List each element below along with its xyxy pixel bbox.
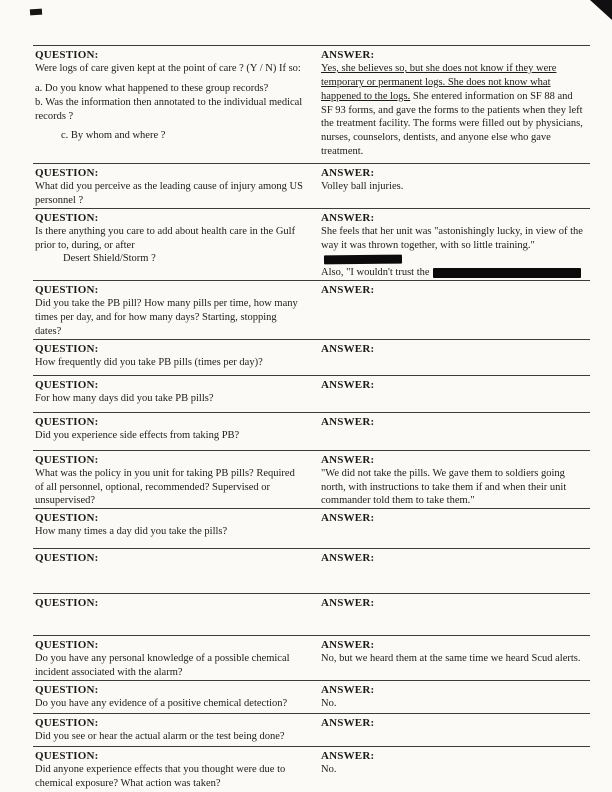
question-cell — [33, 749, 309, 792]
qa-row — [33, 280, 590, 339]
question-cell — [33, 511, 309, 548]
answer-label: ANSWER: — [321, 342, 375, 355]
scan-artifact-top-right-corner — [590, 0, 612, 20]
question-label: QUESTION: — [35, 684, 99, 697]
question-label: QUESTION: — [35, 378, 99, 391]
question-label: QUESTION: — [35, 750, 99, 763]
answer-text — [319, 62, 590, 159]
question-text: Did anyone experience effects that you thought were due to chemical exposure? What action was taken? — [35, 764, 286, 790]
answer-label: ANSWER: — [321, 378, 375, 391]
question-cell — [33, 378, 309, 412]
qa-row — [33, 746, 590, 792]
question-cell — [33, 716, 309, 746]
question-cell — [33, 638, 309, 680]
question-label: QUESTION: — [35, 49, 99, 61]
answer-text: No. — [321, 698, 337, 710]
answer-label: ANSWER: — [321, 284, 375, 297]
answer-underlined-segment: Yes, she believes so, but she does not know if they were temporary or permanent logs. She does not know what happened to the logs. — [321, 63, 557, 102]
question-text: Did you take the PB pill? How many pills per time, how many times per day, and for how many days? Starting, stopping dates? — [35, 298, 298, 337]
question-cell — [33, 211, 309, 280]
answer-text: No, but we heard them at the same time we heard Scud alerts. — [321, 653, 581, 665]
answer-text: Volley ball injuries. — [321, 181, 404, 192]
question-subitem-a: a. Do you know what happened to these group records? — [35, 82, 269, 94]
answer-cell — [319, 683, 590, 713]
answer-text: No. — [321, 764, 337, 776]
question-subline: Desert Shield/Storm ? — [63, 253, 156, 265]
question-label: QUESTION: — [35, 639, 99, 652]
answer-label: ANSWER: — [321, 453, 375, 466]
answer-cell — [319, 453, 590, 509]
answer-cell — [319, 166, 590, 208]
question-label: QUESTION: — [35, 552, 99, 565]
scan-artifact-top-left — [30, 9, 42, 16]
question-label: QUESTION: — [35, 342, 99, 355]
question-cell — [33, 166, 309, 208]
answer-quote-segment: She feels that her unit was "astonishingly lucky, in view of the way it was thrown together, with so little training." — [321, 225, 583, 251]
answer-cell — [319, 211, 590, 280]
qa-row — [33, 635, 590, 680]
question-label: QUESTION: — [35, 211, 99, 224]
answer-label: ANSWER: — [321, 750, 375, 763]
answer-cell — [319, 378, 590, 412]
qa-row — [33, 339, 590, 375]
answer-label: ANSWER: — [321, 415, 375, 428]
question-text: Do you have any evidence of a positive chemical detection? — [35, 698, 288, 710]
question-label: QUESTION: — [35, 717, 99, 730]
answer-text — [319, 225, 590, 280]
answer-cell — [319, 749, 590, 792]
answer-label: ANSWER: — [321, 552, 375, 565]
qa-row — [33, 375, 590, 412]
answer-cell — [319, 551, 590, 593]
question-text: How many times a day did you take the pills? — [35, 526, 228, 538]
question-cell — [33, 48, 309, 163]
qa-table — [33, 45, 590, 792]
qa-row — [33, 45, 590, 163]
question-cell — [33, 283, 309, 339]
question-text: Do you have any personal knowledge of a possible chemical incident associated with the alarm? — [35, 653, 290, 679]
answer-quote-segment-2: Also, "I wouldn't trust the — [321, 267, 430, 279]
question-cell — [33, 342, 309, 375]
question-text: What was the policy in you unit for taking PB pills? Required of all personnel, optional, recommended? Supervised or unsupervised? — [35, 467, 295, 507]
answer-cell — [319, 511, 590, 548]
answer-label: ANSWER: — [321, 167, 375, 179]
answer-label: ANSWER: — [321, 717, 375, 730]
qa-row — [33, 208, 590, 280]
answer-cell — [319, 716, 590, 746]
redaction-bar — [433, 268, 581, 278]
qa-row — [33, 713, 590, 746]
question-text: Were logs of care given kept at the point of care ? (Y / N) If so: — [35, 63, 301, 74]
question-label: QUESTION: — [35, 453, 99, 466]
question-text: For how many days did you take PB pills? — [35, 392, 214, 404]
answer-label: ANSWER: — [321, 684, 375, 697]
question-cell — [33, 415, 309, 450]
question-text: How frequently did you take PB pills (times per day)? — [35, 356, 263, 368]
question-text: Did you experience side effects from taking PB? — [35, 429, 240, 441]
qa-row — [33, 163, 590, 208]
question-cell — [33, 596, 309, 635]
question-cell — [33, 683, 309, 713]
question-cell — [33, 551, 309, 593]
question-text: What did you perceive as the leading cause of injury among US personnel ? — [35, 181, 303, 206]
question-label: QUESTION: — [35, 597, 99, 610]
answer-label: ANSWER: — [321, 211, 375, 224]
question-label: QUESTION: — [35, 512, 99, 525]
answer-cell — [319, 638, 590, 680]
qa-row — [33, 593, 590, 635]
answer-label: ANSWER: — [321, 49, 375, 61]
answer-label: ANSWER: — [321, 512, 375, 525]
answer-cell — [319, 48, 590, 163]
answer-cell — [319, 596, 590, 635]
answer-text: "We did not take the pills. We gave them to soldiers going north, with instructions to take them if and when their unit commander told them to take them." — [321, 467, 567, 507]
question-cell — [33, 453, 309, 509]
question-label: QUESTION: — [35, 284, 99, 297]
redaction-bar — [324, 254, 402, 264]
answer-cell — [319, 342, 590, 375]
answer-cell — [319, 283, 590, 339]
answer-label: ANSWER: — [321, 597, 375, 610]
question-label: QUESTION: — [35, 167, 99, 179]
qa-row — [33, 680, 590, 713]
question-text: Is there anything you care to add about health care in the Gulf prior to, during, or after — [35, 225, 296, 251]
qa-row — [33, 412, 590, 450]
question-text: Did you see or hear the actual alarm or the test being done? — [35, 731, 285, 743]
answer-label: ANSWER: — [321, 639, 375, 652]
answer-plain-segment: She entered information on SF 88 and SF 93 forms, and gave the forms to the patients when they left the treatment facility. The forms were filled out by physicians, nurses, counselors, dentists, and anyone else who gave treatment. — [321, 90, 583, 158]
qa-row — [33, 548, 590, 593]
question-subitem-b: b. Was the information then annotated to the individual medical records ? — [35, 96, 303, 122]
question-label: QUESTION: — [35, 415, 99, 428]
qa-row — [33, 508, 590, 548]
qa-row — [33, 450, 590, 509]
question-subitem-c: c. By whom and where ? — [61, 130, 166, 142]
answer-cell — [319, 415, 590, 450]
